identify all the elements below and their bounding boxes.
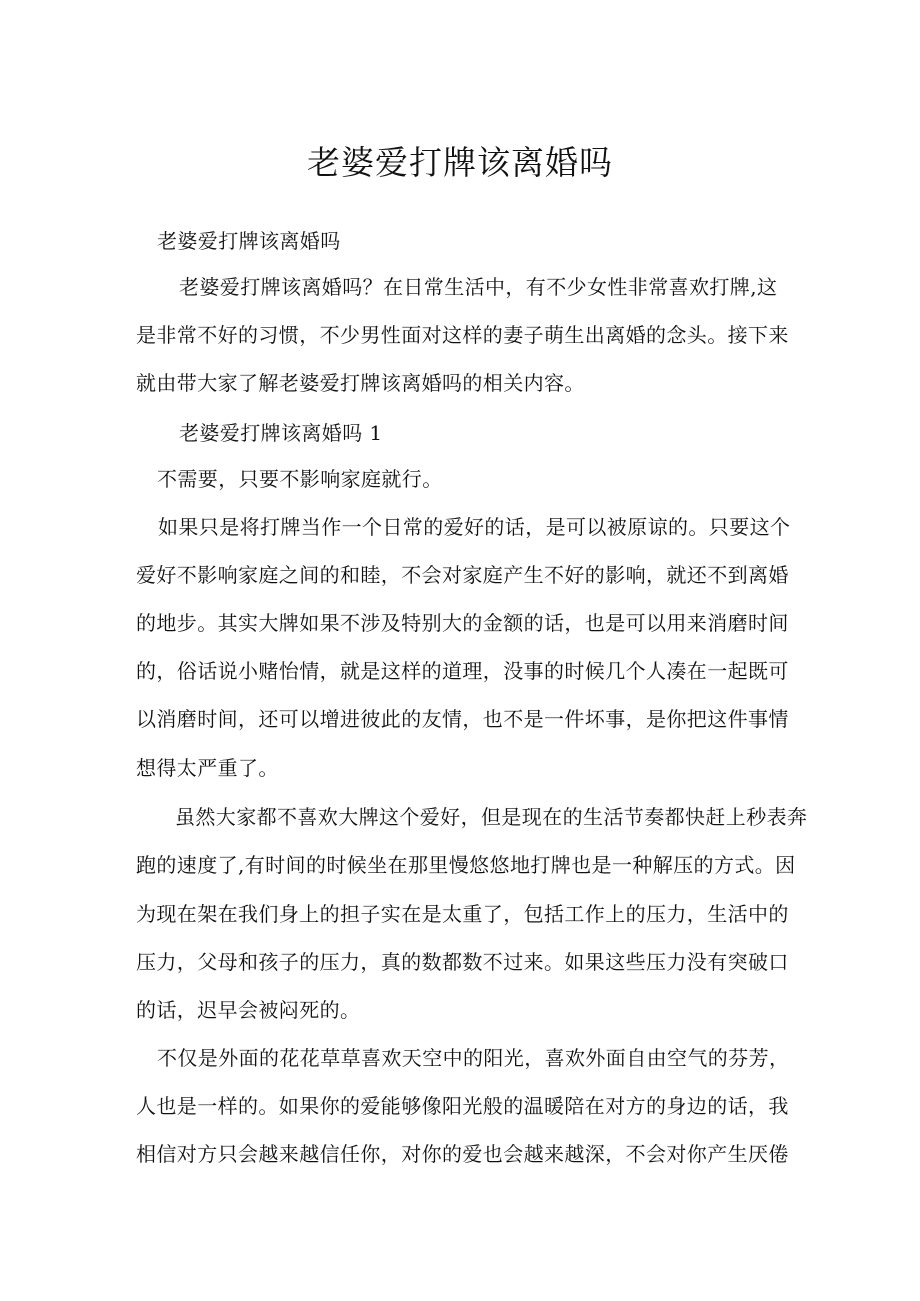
paragraph-3-line-2: 爱好不影响家庭之间的和睦，不会对家庭产生不好的影响，就还不到离婚 (136, 563, 789, 587)
paragraph-1-line-2: 是非常不好的习惯，不少男性面对这样的妻子萌生出离婚的念头。接下来 (136, 323, 789, 347)
paragraph-1-line-1: 老婆爱打牌该离婚吗？在日常生活中，有不少女性非常喜欢打牌,这 (179, 275, 778, 299)
document-title: 老婆爱打牌该离婚吗 (307, 143, 613, 182)
paragraph-4-line-4: 压力，父母和孩子的压力，真的数都数不过来。如果这些压力没有突破口 (136, 950, 789, 974)
document-subtitle: 老婆爱打牌该离婚吗 (157, 229, 341, 253)
paragraph-4-line-5: 的话，迟早会被闷死的。 (136, 998, 361, 1022)
paragraph-4-line-1: 虽然大家都不喜欢大牌这个爱好，但是现在的生活节奏都快赶上秒表奔 (175, 805, 808, 829)
paragraph-5-line-1: 不仅是外面的花花草草喜欢天空中的阳光，喜欢外面自由空气的芬芳， (157, 1046, 790, 1070)
paragraph-3-line-6: 想得太严重了。 (136, 756, 279, 780)
paragraph-5-line-3: 相信对方只会越来越信任你，对你的爱也会越来越深，不会对你产生厌倦 (136, 1142, 789, 1166)
section-heading: 老婆爱打牌该离婚吗 1 (179, 421, 383, 445)
paragraph-2-line-1: 不需要，只要不影响家庭就行。 (157, 467, 443, 491)
paragraph-3-line-1: 如果只是将打牌当作一个日常的爱好的话，是可以被原谅的。只要这个 (158, 515, 791, 539)
paragraph-5-line-2: 人也是一样的。如果你的爱能够像阳光般的温暖陪在对方的身边的话，我 (136, 1094, 789, 1118)
paragraph-1-line-3: 就由带大家了解老婆爱打牌该离婚吗的相关内容。 (136, 371, 585, 395)
paragraph-4-line-2: 跑的速度了,有时间的时候坐在那里慢悠悠地打牌也是一种解压的方式。因 (136, 853, 796, 877)
paragraph-3-line-3: 的地步。其实大牌如果不涉及特别大的金额的话，也是可以用来消磨时间 (136, 611, 789, 635)
paragraph-3-line-4: 的，俗话说小赌怡情，就是这样的道理，没事的时候几个人凑在一起既可 (136, 659, 789, 683)
paragraph-4-line-3: 为现在架在我们身上的担子实在是太重了，包括工作上的压力，生活中的 (136, 902, 789, 926)
paragraph-3-line-5: 以消磨时间，还可以增进彼此的友情，也不是一件坏事，是你把这件事情 (136, 707, 789, 731)
